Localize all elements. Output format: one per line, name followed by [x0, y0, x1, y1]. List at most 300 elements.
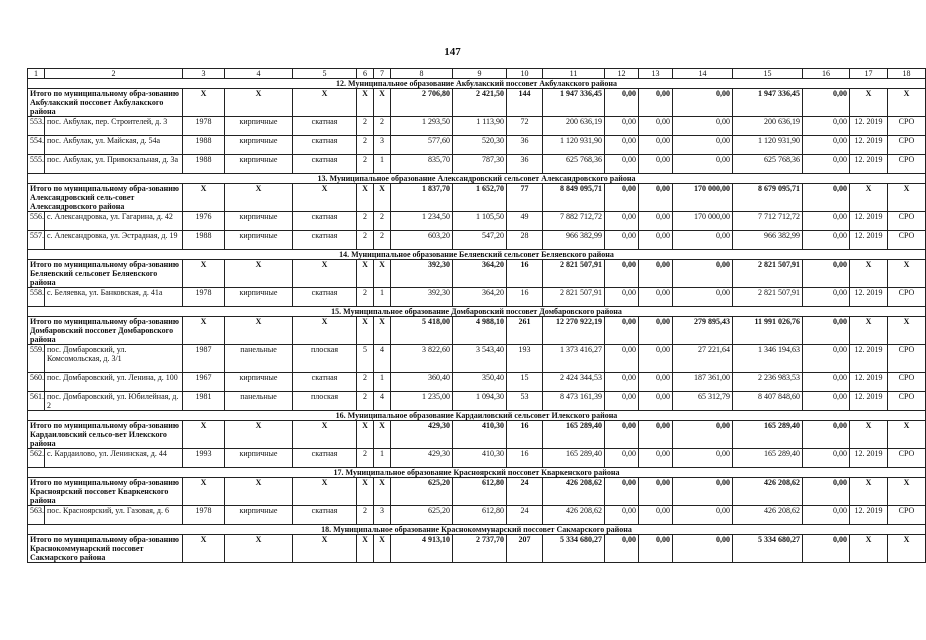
total-c16: 0,00: [803, 421, 850, 449]
cost-c11: 1 120 931,90: [543, 136, 605, 155]
cost-c11: 966 382,99: [543, 231, 605, 250]
roof-type: скатная: [293, 449, 357, 468]
total-c16: 0,00: [803, 478, 850, 506]
x-mark: X: [888, 184, 926, 212]
total-c13: 0,00: [639, 184, 673, 212]
entrances: 2: [374, 231, 391, 250]
column-number: 4: [225, 69, 293, 79]
column-number: 16: [803, 69, 850, 79]
column-number: 1: [28, 69, 45, 79]
x-mark: X: [183, 260, 225, 288]
total-c13: 0,00: [639, 89, 673, 117]
cost-c15: 2 821 507,91: [733, 288, 803, 307]
total-c9: 1 652,70: [453, 184, 507, 212]
entrances: 2: [374, 117, 391, 136]
residents: 53: [507, 392, 543, 411]
total-c16: 0,00: [803, 535, 850, 563]
roof-type: плоская: [293, 392, 357, 411]
x-mark: X: [225, 317, 293, 345]
total-c13: 0,00: [639, 421, 673, 449]
residents: 72: [507, 117, 543, 136]
cost-c12: 0,00: [605, 212, 639, 231]
section-total-row: [28, 421, 926, 449]
cost-c15: 200 636,19: [733, 117, 803, 136]
x-mark: X: [374, 478, 391, 506]
cost-c13: 0,00: [639, 231, 673, 250]
table-row: [28, 449, 926, 468]
section-header-row: [28, 250, 926, 260]
year: 1978: [183, 288, 225, 307]
deadline: 12. 2019: [850, 117, 888, 136]
floors: 5: [357, 345, 374, 373]
wall-material: кирпичные: [225, 231, 293, 250]
roof-type: скатная: [293, 506, 357, 525]
total-c11: 2 821 507,91: [543, 260, 605, 288]
cost-c11: 7 882 712,72: [543, 212, 605, 231]
table-row: [28, 392, 926, 411]
row-number: 555.: [28, 155, 45, 174]
column-number: 8: [391, 69, 453, 79]
x-mark: X: [850, 184, 888, 212]
cost-c13: 0,00: [639, 449, 673, 468]
x-mark: X: [850, 478, 888, 506]
total-c11: 5 334 680,27: [543, 535, 605, 563]
deadline: 12. 2019: [850, 136, 888, 155]
address: пос. Домбаровский, ул. Ленина, д. 100: [45, 373, 183, 392]
cost-c13: 0,00: [639, 117, 673, 136]
total-c9: 364,20: [453, 260, 507, 288]
cost-c11: 426 208,62: [543, 506, 605, 525]
column-number: 5: [293, 69, 357, 79]
method: СРО: [888, 449, 926, 468]
x-mark: X: [850, 260, 888, 288]
floors: 2: [357, 449, 374, 468]
total-c15: 426 208,62: [733, 478, 803, 506]
total-c8: 625,20: [391, 478, 453, 506]
table-row: [28, 345, 926, 373]
wall-material: кирпичные: [225, 155, 293, 174]
section-title: 15. Муниципальное образование Домбаровский поссовет Домбаровского района: [28, 307, 926, 317]
cost-c13: 0,00: [639, 136, 673, 155]
total-c16: 0,00: [803, 184, 850, 212]
total-name: Итого по муниципальному обра-зованию Красноярский поссовет Кваркенского района: [28, 478, 183, 506]
table-row: [28, 155, 926, 174]
cost-c16: 0,00: [803, 117, 850, 136]
entrances: 1: [374, 373, 391, 392]
cost-c12: 0,00: [605, 345, 639, 373]
section-title: 17. Муниципальное образование Красноярский поссовет Кваркенского района: [28, 468, 926, 478]
section-total-row: [28, 184, 926, 212]
column-number: 7: [374, 69, 391, 79]
residents: 49: [507, 212, 543, 231]
total-c9: 612,80: [453, 478, 507, 506]
x-mark: X: [357, 535, 374, 563]
floors: 2: [357, 117, 374, 136]
deadline: 12. 2019: [850, 392, 888, 411]
x-mark: X: [888, 317, 926, 345]
entrances: 1: [374, 288, 391, 307]
wall-material: панельные: [225, 392, 293, 411]
year: 1978: [183, 117, 225, 136]
row-number: 561.: [28, 392, 45, 411]
table-row: [28, 212, 926, 231]
cost-c12: 0,00: [605, 155, 639, 174]
entrances: 3: [374, 136, 391, 155]
entrances: 2: [374, 212, 391, 231]
floors: 2: [357, 506, 374, 525]
living-area: 547,20: [453, 231, 507, 250]
total-c15: 1 947 336,45: [733, 89, 803, 117]
total-c15: 2 821 507,91: [733, 260, 803, 288]
entrances: 3: [374, 506, 391, 525]
total-c10: 24: [507, 478, 543, 506]
x-mark: X: [850, 89, 888, 117]
floors: 2: [357, 155, 374, 174]
cost-c12: 0,00: [605, 449, 639, 468]
total-c13: 0,00: [639, 478, 673, 506]
total-c12: 0,00: [605, 535, 639, 563]
x-mark: X: [183, 421, 225, 449]
table-body: [28, 69, 926, 563]
address: пос. Домбаровский, ул. Юбилейная, д. 2: [45, 392, 183, 411]
housing-table: [27, 68, 926, 563]
x-mark: X: [225, 89, 293, 117]
cost-c12: 0,00: [605, 117, 639, 136]
row-number: 556.: [28, 212, 45, 231]
section-total-row: [28, 535, 926, 563]
column-number: 15: [733, 69, 803, 79]
total-name: Итого по муниципальному обра-зованию Беляевский сельсовет Беляевского района: [28, 260, 183, 288]
method: СРО: [888, 136, 926, 155]
total-c12: 0,00: [605, 317, 639, 345]
column-number: 3: [183, 69, 225, 79]
address: с. Кардаилово, ул. Ленинская, д. 44: [45, 449, 183, 468]
cost-c15: 625 768,36: [733, 155, 803, 174]
total-area: 392,30: [391, 288, 453, 307]
x-mark: X: [357, 478, 374, 506]
total-c14: 0,00: [673, 421, 733, 449]
total-c14: 0,00: [673, 89, 733, 117]
deadline: 12. 2019: [850, 373, 888, 392]
address: пос. Акбулак, ул. Майская, д. 54а: [45, 136, 183, 155]
roof-type: скатная: [293, 212, 357, 231]
total-c15: 8 679 095,71: [733, 184, 803, 212]
total-c11: 12 270 922,19: [543, 317, 605, 345]
x-mark: X: [225, 478, 293, 506]
x-mark: X: [888, 535, 926, 563]
x-mark: X: [293, 478, 357, 506]
total-c11: 426 208,62: [543, 478, 605, 506]
total-c12: 0,00: [605, 421, 639, 449]
total-c15: 5 334 680,27: [733, 535, 803, 563]
living-area: 612,80: [453, 506, 507, 525]
section-header-row: [28, 79, 926, 89]
address: с. Александровка, ул. Гагарина, д. 42: [45, 212, 183, 231]
entrances: 1: [374, 449, 391, 468]
living-area: 1 113,90: [453, 117, 507, 136]
residents: 193: [507, 345, 543, 373]
total-c8: 2 706,80: [391, 89, 453, 117]
floors: 2: [357, 136, 374, 155]
method: СРО: [888, 155, 926, 174]
total-c12: 0,00: [605, 89, 639, 117]
total-area: 1 234,50: [391, 212, 453, 231]
x-mark: X: [888, 89, 926, 117]
total-area: 577,60: [391, 136, 453, 155]
total-c13: 0,00: [639, 260, 673, 288]
total-c14: 0,00: [673, 260, 733, 288]
table-row: [28, 288, 926, 307]
address: пос. Акбулак, пер. Строителей, д. 3: [45, 117, 183, 136]
cost-c16: 0,00: [803, 212, 850, 231]
year: 1967: [183, 373, 225, 392]
year: 1993: [183, 449, 225, 468]
cost-c13: 0,00: [639, 373, 673, 392]
total-c9: 2 421,50: [453, 89, 507, 117]
x-mark: X: [374, 260, 391, 288]
residents: 16: [507, 288, 543, 307]
entrances: 1: [374, 155, 391, 174]
cost-c16: 0,00: [803, 373, 850, 392]
total-c8: 1 837,70: [391, 184, 453, 212]
method: СРО: [888, 231, 926, 250]
section-title: 18. Муниципальное образование Краснокоммунарский поссовет Сакмарского района: [28, 525, 926, 535]
cost-c16: 0,00: [803, 155, 850, 174]
x-mark: X: [374, 535, 391, 563]
x-mark: X: [293, 421, 357, 449]
total-c12: 0,00: [605, 184, 639, 212]
column-number: 6: [357, 69, 374, 79]
residents: 36: [507, 136, 543, 155]
column-number: 13: [639, 69, 673, 79]
x-mark: X: [374, 421, 391, 449]
deadline: 12. 2019: [850, 212, 888, 231]
total-c8: 5 418,00: [391, 317, 453, 345]
cost-c14: 0,00: [673, 288, 733, 307]
cost-c11: 165 289,40: [543, 449, 605, 468]
x-mark: X: [225, 260, 293, 288]
method: СРО: [888, 373, 926, 392]
residents: 16: [507, 449, 543, 468]
living-area: 364,20: [453, 288, 507, 307]
column-number: 2: [45, 69, 183, 79]
deadline: 12. 2019: [850, 288, 888, 307]
deadline: 12. 2019: [850, 155, 888, 174]
total-c8: 392,30: [391, 260, 453, 288]
x-mark: X: [293, 184, 357, 212]
living-area: 520,30: [453, 136, 507, 155]
x-mark: X: [374, 184, 391, 212]
wall-material: кирпичные: [225, 212, 293, 231]
method: СРО: [888, 288, 926, 307]
year: 1978: [183, 506, 225, 525]
floors: 2: [357, 373, 374, 392]
address: с. Беляевка, ул. Банковская, д. 41а: [45, 288, 183, 307]
x-mark: X: [183, 89, 225, 117]
total-c16: 0,00: [803, 260, 850, 288]
address: с. Александровка, ул. Эстрадная, д. 19: [45, 231, 183, 250]
column-number: 14: [673, 69, 733, 79]
address: пос. Акбулак, ул. Привокзальная, д. 3а: [45, 155, 183, 174]
cost-c12: 0,00: [605, 231, 639, 250]
x-mark: X: [888, 421, 926, 449]
section-header-row: [28, 468, 926, 478]
cost-c14: 0,00: [673, 155, 733, 174]
page-number: 147: [444, 46, 461, 58]
x-mark: X: [374, 89, 391, 117]
section-header-row: [28, 525, 926, 535]
x-mark: X: [293, 535, 357, 563]
column-number: 17: [850, 69, 888, 79]
living-area: 3 543,40: [453, 345, 507, 373]
roof-type: скатная: [293, 231, 357, 250]
living-area: 350,40: [453, 373, 507, 392]
cost-c16: 0,00: [803, 506, 850, 525]
year: 1981: [183, 392, 225, 411]
section-total-row: [28, 89, 926, 117]
total-area: 3 822,60: [391, 345, 453, 373]
residents: 36: [507, 155, 543, 174]
row-number: 557.: [28, 231, 45, 250]
x-mark: X: [357, 317, 374, 345]
column-number: 18: [888, 69, 926, 79]
cost-c12: 0,00: [605, 506, 639, 525]
roof-type: плоская: [293, 345, 357, 373]
column-number: 9: [453, 69, 507, 79]
total-c9: 4 988,10: [453, 317, 507, 345]
wall-material: панельные: [225, 345, 293, 373]
cost-c14: 0,00: [673, 506, 733, 525]
section-total-row: [28, 478, 926, 506]
x-mark: X: [183, 535, 225, 563]
year: 1988: [183, 231, 225, 250]
table-row: [28, 373, 926, 392]
roof-type: скатная: [293, 136, 357, 155]
total-c9: 2 737,70: [453, 535, 507, 563]
section-title: 12. Муниципальное образование Акбулакский поссовет Акбулакского района: [28, 79, 926, 89]
table-row: [28, 117, 926, 136]
cost-c11: 8 473 161,39: [543, 392, 605, 411]
total-name: Итого по муниципальному обра-зованию Краснокоммунарский поссовет Сакмарского района: [28, 535, 183, 563]
living-area: 787,30: [453, 155, 507, 174]
floors: 2: [357, 212, 374, 231]
entrances: 4: [374, 345, 391, 373]
total-c15: 11 991 026,76: [733, 317, 803, 345]
entrances: 4: [374, 392, 391, 411]
living-area: 1 094,30: [453, 392, 507, 411]
cost-c14: 27 221,64: [673, 345, 733, 373]
total-c10: 261: [507, 317, 543, 345]
cost-c16: 0,00: [803, 136, 850, 155]
method: СРО: [888, 345, 926, 373]
table-row: [28, 231, 926, 250]
cost-c16: 0,00: [803, 288, 850, 307]
section-total-row: [28, 317, 926, 345]
method: СРО: [888, 506, 926, 525]
total-area: 1 235,00: [391, 392, 453, 411]
x-mark: X: [293, 260, 357, 288]
x-mark: X: [183, 184, 225, 212]
total-c9: 410,30: [453, 421, 507, 449]
x-mark: X: [357, 184, 374, 212]
wall-material: кирпичные: [225, 136, 293, 155]
total-c13: 0,00: [639, 535, 673, 563]
total-c8: 4 913,10: [391, 535, 453, 563]
column-number: 11: [543, 69, 605, 79]
address: пос. Домбаровский, ул. Комсомольская, д. 3/1: [45, 345, 183, 373]
cost-c15: 1 120 931,90: [733, 136, 803, 155]
total-c16: 0,00: [803, 317, 850, 345]
cost-c13: 0,00: [639, 345, 673, 373]
cost-c14: 0,00: [673, 449, 733, 468]
cost-c15: 7 712 712,72: [733, 212, 803, 231]
cost-c11: 625 768,36: [543, 155, 605, 174]
x-mark: X: [888, 478, 926, 506]
cost-c14: 0,00: [673, 231, 733, 250]
cost-c15: 2 236 983,53: [733, 373, 803, 392]
cost-c13: 0,00: [639, 288, 673, 307]
cost-c15: 8 407 848,60: [733, 392, 803, 411]
section-header-row: [28, 174, 926, 184]
total-c14: 279 895,43: [673, 317, 733, 345]
x-mark: X: [183, 478, 225, 506]
roof-type: скатная: [293, 117, 357, 136]
total-area: 835,70: [391, 155, 453, 174]
method: СРО: [888, 212, 926, 231]
column-number-row: [28, 69, 926, 79]
wall-material: кирпичные: [225, 373, 293, 392]
cost-c13: 0,00: [639, 212, 673, 231]
total-c12: 0,00: [605, 260, 639, 288]
x-mark: X: [293, 89, 357, 117]
deadline: 12. 2019: [850, 345, 888, 373]
x-mark: X: [183, 317, 225, 345]
row-number: 562.: [28, 449, 45, 468]
row-number: 560.: [28, 373, 45, 392]
total-area: 429,30: [391, 449, 453, 468]
section-title: 14. Муниципальное образование Беляевский сельсовет Беляевского района: [28, 250, 926, 260]
total-c8: 429,30: [391, 421, 453, 449]
wall-material: кирпичные: [225, 117, 293, 136]
x-mark: X: [293, 317, 357, 345]
floors: 2: [357, 392, 374, 411]
cost-c14: 0,00: [673, 117, 733, 136]
section-header-row: [28, 411, 926, 421]
wall-material: кирпичные: [225, 288, 293, 307]
cost-c16: 0,00: [803, 345, 850, 373]
total-c13: 0,00: [639, 317, 673, 345]
x-mark: X: [850, 535, 888, 563]
table-row: [28, 136, 926, 155]
cost-c12: 0,00: [605, 373, 639, 392]
row-number: 553.: [28, 117, 45, 136]
floors: 2: [357, 231, 374, 250]
year: 1988: [183, 136, 225, 155]
roof-type: скатная: [293, 288, 357, 307]
column-number: 10: [507, 69, 543, 79]
cost-c13: 0,00: [639, 155, 673, 174]
cost-c11: 2 424 344,53: [543, 373, 605, 392]
cost-c14: 0,00: [673, 136, 733, 155]
living-area: 1 105,50: [453, 212, 507, 231]
cost-c14: 65 312,79: [673, 392, 733, 411]
row-number: 554.: [28, 136, 45, 155]
total-c14: 0,00: [673, 478, 733, 506]
total-name: Итого по муниципальному обра-зованию Кардаиловский сельсо-вет Илекского района: [28, 421, 183, 449]
year: 1988: [183, 155, 225, 174]
section-title: 16. Муниципальное образование Кардаиловский сельсовет Илекского района: [28, 411, 926, 421]
total-area: 603,20: [391, 231, 453, 250]
